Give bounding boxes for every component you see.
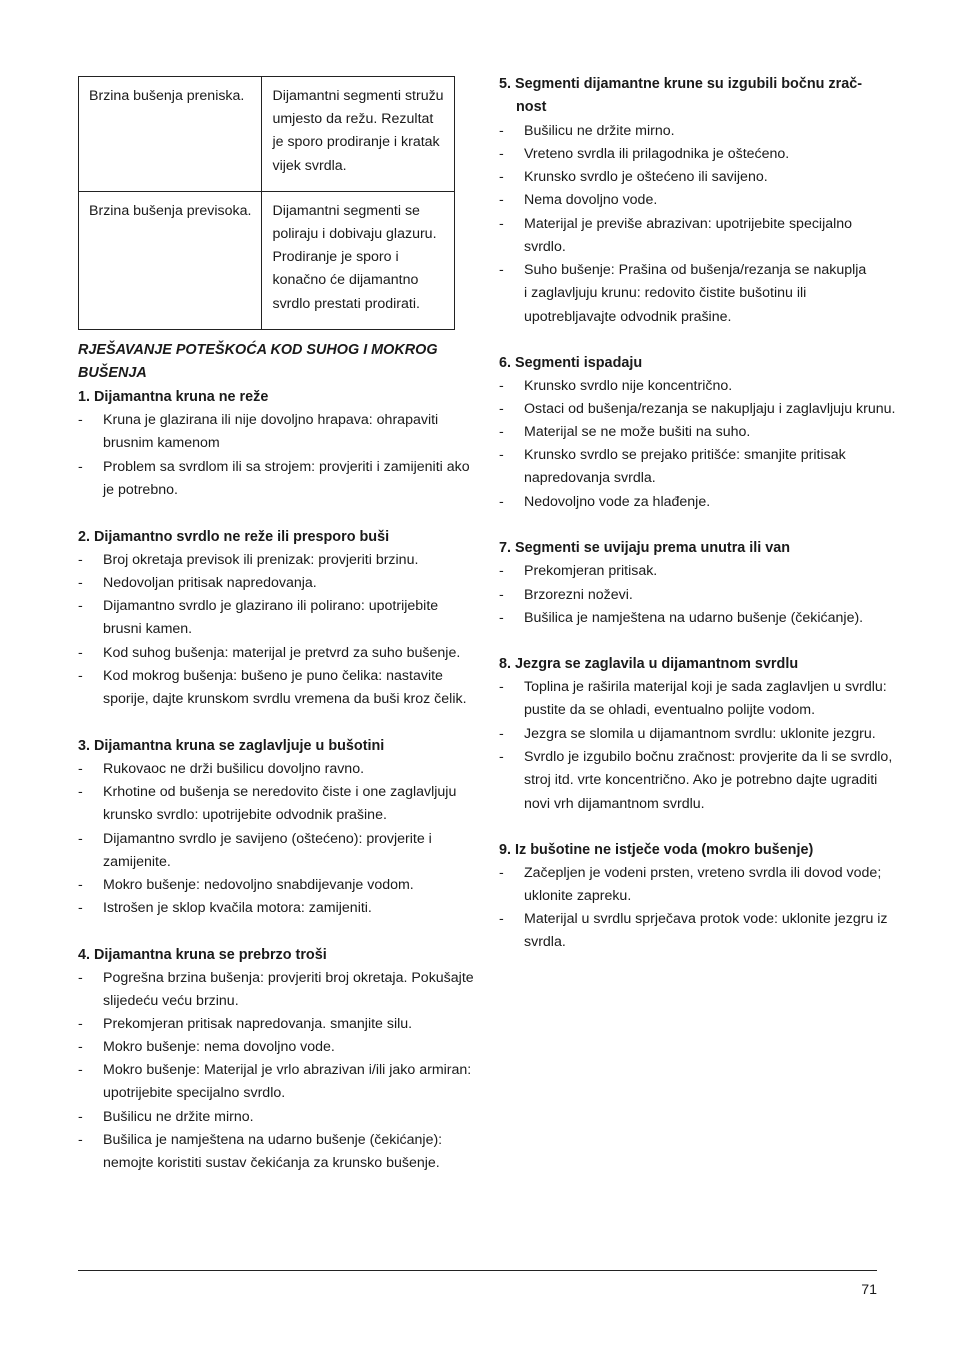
cell-line: Prodiranje je sporo i xyxy=(272,249,399,266)
cell-line: poliraju i dobivaju glazuru. xyxy=(272,226,437,243)
list-item-text xyxy=(103,572,317,595)
section-heading: 8. Jezgra se zaglavila u dijamantnom svrdlu xyxy=(499,656,799,672)
text-line: Istrošen je sklop kvačila motora: zamijeniti. xyxy=(103,900,372,916)
list-item-text xyxy=(524,143,789,166)
list-item-text xyxy=(524,166,768,189)
cell-line: umjesto da režu. Rezultat xyxy=(272,111,434,128)
text-line: novi vrh dijamantnom svrdlu. xyxy=(524,795,705,812)
bullet-dash: - xyxy=(78,831,83,847)
list-item-text xyxy=(524,723,876,746)
bullet-dash: - xyxy=(78,970,83,986)
text-line: Mokro bušenje: nedovoljno snabdijevanje vodom. xyxy=(103,877,414,893)
text-line: Brzorezni noževi. xyxy=(524,587,633,603)
section-heading: 7. Segmenti se uvijaju prema unutra ili van xyxy=(499,540,791,556)
bullet-dash: - xyxy=(78,645,83,661)
section-title-line: RJEŠAVANJE POTEŠKOĆA KOD SUHOG I MOKROG xyxy=(78,342,438,358)
bullet-dash: - xyxy=(499,262,504,278)
bullet-dash: - xyxy=(78,412,83,428)
list-item-text xyxy=(524,676,887,723)
cell-line: Dijamantni segmenti se xyxy=(272,202,420,219)
list-item-text xyxy=(103,967,474,1014)
list-item-text xyxy=(524,398,895,421)
text-line: je potrebno. xyxy=(103,482,178,499)
text-line: Broj okretaja previsok ili prenizak: provjeriti brzinu. xyxy=(103,552,419,568)
text-line: slijedeću veću brzinu. xyxy=(103,993,239,1010)
text-line: i zaglavljuju krunu: redovito čistite bušotinu ili xyxy=(524,285,807,302)
bullet-dash: - xyxy=(499,911,504,927)
text-line: nemojte koristiti sustav čekićanja za krunsko bušenje. xyxy=(103,1155,440,1172)
section-title xyxy=(78,339,438,386)
text-line: Materijal je previše abrazivan: upotrijebite specijalno xyxy=(524,216,853,232)
list-item-text xyxy=(103,549,418,572)
table-cell-effect xyxy=(262,191,454,329)
text-line: Materijal se ne može bušiti na suho. xyxy=(524,424,751,440)
text-line: svrdla. xyxy=(524,934,566,951)
section-heading: 3. Dijamantna kruna se zaglavljuje u bušotini xyxy=(78,738,385,754)
section-heading: 9. Iz bušotine ne istječe voda (mokro bušenje) xyxy=(499,842,814,858)
cell-line: svrdlo prestati prodirati. xyxy=(272,295,420,312)
list-item-text xyxy=(103,409,438,456)
list-item-text xyxy=(524,444,846,491)
text-line: Pogrešna brzina bušenja: provjeriti broj okretaja. Pokušajte xyxy=(103,970,474,986)
list-item-text xyxy=(524,560,657,583)
text-line: pustite da se ohladi, eventualno polijte vodom. xyxy=(524,702,816,719)
list-item-text xyxy=(103,1129,442,1176)
text-line: Toplina je raširila materijal koji je sada zaglavljen u svrdlu: xyxy=(524,679,887,695)
text-line: Materijal u svrdlu sprječava protok vode: uklonite jezgru iz xyxy=(524,911,888,927)
text-line: Suho bušenje: Prašina od bušenja/rezanja se nakuplja xyxy=(524,262,867,278)
bullet-dash: - xyxy=(78,1132,83,1148)
bullet-dash: - xyxy=(78,900,83,916)
section-heading: 6. Segmenti ispadaju xyxy=(499,355,643,371)
bullet-dash: - xyxy=(499,447,504,463)
text-line: Jezgra se slomila u dijamantnom svrdlu: uklonite jezgru. xyxy=(524,726,876,742)
bullet-dash: - xyxy=(499,401,504,417)
list-item-text xyxy=(524,213,852,260)
text-line: napredovanja svrdla. xyxy=(524,470,656,487)
text-line: Kruna je glazirana ili nije dovoljno hrapava: ohrapaviti xyxy=(103,412,439,428)
table-cell-cause xyxy=(79,191,262,329)
bullet-dash: - xyxy=(499,679,504,695)
text-line: Prekomjeran pritisak napredovanja. smanjite silu. xyxy=(103,1016,413,1032)
bullet-dash: - xyxy=(499,123,504,139)
text-line: brusnim kamenom xyxy=(103,435,220,452)
bullet-dash: - xyxy=(499,424,504,440)
bullet-dash: - xyxy=(78,598,83,614)
text-line: Nedovoljan pritisak napredovanja. xyxy=(103,575,317,591)
list-item-text xyxy=(103,665,467,712)
list-item-text xyxy=(103,456,470,503)
bullet-dash: - xyxy=(78,1109,83,1125)
text-line: Rukovaoc ne drži bušilicu dovoljno ravno. xyxy=(103,761,365,777)
bullet-dash: - xyxy=(499,749,504,765)
bullet-dash: - xyxy=(78,1016,83,1032)
text-line: Dijamantno svrdlo je savijeno (oštećeno): provjerite i xyxy=(103,831,432,847)
bullet-dash: - xyxy=(78,784,83,800)
list-item-text xyxy=(524,607,863,630)
list-item-text xyxy=(103,897,372,920)
page-number: 71 xyxy=(861,1282,877,1298)
bullet-dash: - xyxy=(499,169,504,185)
text-line: Kod mokrog bušenja: bušeno je puno čelika: nastavite xyxy=(103,668,443,684)
bullet-dash: - xyxy=(78,575,83,591)
text-line: Kod suhog bušenja: materijal je pretvrd za suho bušenje. xyxy=(103,645,461,661)
bullet-dash: - xyxy=(499,192,504,208)
text-line: upotrijebite specijalno svrdlo. xyxy=(103,1085,286,1102)
list-item-text xyxy=(524,862,881,909)
list-item-text xyxy=(103,1036,335,1059)
list-item-text xyxy=(103,1013,412,1036)
text-line: Nedovoljno vode za hlađenje. xyxy=(524,494,711,510)
footer-divider xyxy=(78,1270,877,1271)
list-item-text xyxy=(524,491,710,514)
list-item-text xyxy=(524,746,892,816)
list-item-text xyxy=(103,874,414,897)
text-line: Bušilicu ne držite mirno. xyxy=(103,1109,254,1125)
list-item-text xyxy=(103,595,438,642)
text-line: uklonite zapreku. xyxy=(524,888,632,905)
bullet-dash: - xyxy=(499,563,504,579)
table-row xyxy=(79,77,455,192)
text-line: svrdlo. xyxy=(524,239,566,256)
list-item-text xyxy=(524,375,732,398)
cause-effect-table xyxy=(78,76,455,330)
text-line: Dijamantno svrdlo je glazirano ili polirano: upotrijebite xyxy=(103,598,439,614)
bullet-dash: - xyxy=(499,865,504,881)
text-line: brusni kamen. xyxy=(103,621,193,638)
bullet-dash: - xyxy=(78,459,83,475)
bullet-dash: - xyxy=(78,1039,83,1055)
text-line: Bušilica je namještena na udarno bušenje (čekićanje): xyxy=(103,1132,443,1148)
bullet-dash: - xyxy=(499,494,504,510)
list-item-text xyxy=(524,421,750,444)
text-line: Nema dovoljno vode. xyxy=(524,192,658,208)
text-line: Bušilicu ne držite mirno. xyxy=(524,123,675,139)
bullet-dash: - xyxy=(78,877,83,893)
cell-line: Brzina bušenja previsoka. xyxy=(89,202,252,219)
text-line: zamijenite. xyxy=(103,854,171,871)
list-item-text xyxy=(103,828,432,875)
bullet-dash: - xyxy=(499,378,504,394)
text-line: upotrebljavajte odvodnik prašine. xyxy=(524,308,732,325)
bullet-dash: - xyxy=(499,726,504,742)
text-line: sporije, dajte krunskom svrdlu vremena da buši kroz čelik. xyxy=(103,691,467,708)
text-line: Krunsko svrdlo nije koncentrično. xyxy=(524,378,733,394)
section-heading: 2. Dijamantno svrdlo ne reže ili presporo buši xyxy=(78,529,390,545)
heading-line: 5. Segmenti dijamantne krune su izgubili bočnu zrač- xyxy=(499,76,863,92)
text-line: Prekomjeran pritisak. xyxy=(524,563,658,579)
cell-line: Brzina bušenja preniska. xyxy=(89,88,245,104)
table-cell-cause xyxy=(79,77,262,192)
text-line: Krhotine od bušenja se neredovito čiste i one zaglavljuju xyxy=(103,784,457,800)
table-cell-effect xyxy=(262,77,454,192)
text-line: Krunsko svrdlo se prejako pritišće: smanjite pritisak xyxy=(524,447,846,463)
heading-line: nost xyxy=(516,99,547,116)
section-heading: 1. Dijamantna kruna ne reže xyxy=(78,389,269,405)
text-line: Mokro bušenje: nema dovoljno vode. xyxy=(103,1039,335,1055)
text-line: Krunsko svrdlo je oštećeno ili savijeno. xyxy=(524,169,768,185)
list-item-text xyxy=(524,259,866,329)
text-line: Mokro bušenje: Materijal je vrlo abrazivan i/ili jako armiran: xyxy=(103,1062,472,1078)
text-line: Vreteno svrdla ili prilagodnika je oštećeno. xyxy=(524,146,790,162)
list-item-text xyxy=(103,1106,254,1129)
bullet-dash: - xyxy=(78,761,83,777)
cell-line: je sporo prodiranje i kratak xyxy=(272,134,440,151)
text-line: Svrdlo je izgubilo bočnu zračnost: provjerite da li se svrdlo, xyxy=(524,749,893,765)
bullet-dash: - xyxy=(499,587,504,603)
text-line: Začepljen je vodeni prsten, vreteno svrdla ili dovod vode; xyxy=(524,865,882,881)
section-heading xyxy=(499,73,862,120)
list-item-text xyxy=(103,1059,471,1106)
list-item-text xyxy=(103,781,456,828)
list-item-text xyxy=(103,758,364,781)
bullet-dash: - xyxy=(78,1062,83,1078)
bullet-dash: - xyxy=(499,610,504,626)
list-item-text xyxy=(524,908,888,955)
section-heading: 4. Dijamantna kruna se prebrzo troši xyxy=(78,947,327,963)
list-item-text xyxy=(524,584,633,607)
bullet-dash: - xyxy=(499,216,504,232)
text-line: Ostaci od bušenja/rezanja se nakupljaju i zaglavljuju krunu. xyxy=(524,401,896,417)
text-line: stroj itd. vrte koncentrično. Ako je potrebno dajte ugraditi xyxy=(524,772,878,789)
list-item-text xyxy=(524,189,657,212)
bullet-dash: - xyxy=(78,552,83,568)
list-item-text xyxy=(103,642,460,665)
cell-line: vijek svrdla. xyxy=(272,157,347,174)
table-row xyxy=(79,191,455,329)
bullet-dash: - xyxy=(78,668,83,684)
list-item-text xyxy=(524,120,675,143)
text-line: Bušilica je namještena na udarno bušenje (čekićanje). xyxy=(524,610,864,626)
bullet-dash: - xyxy=(499,146,504,162)
text-line: Problem sa svrdlom ili sa strojem: provjeriti i zamijeniti ako xyxy=(103,459,470,475)
text-line: krunsko svrdlo: upotrijebite odvodnik prašine. xyxy=(103,807,387,824)
cell-line: konačno će dijamantno xyxy=(272,272,419,289)
section-title-line: BUŠENJA xyxy=(78,365,147,382)
cell-line: Dijamantni segmenti stružu xyxy=(272,88,444,104)
